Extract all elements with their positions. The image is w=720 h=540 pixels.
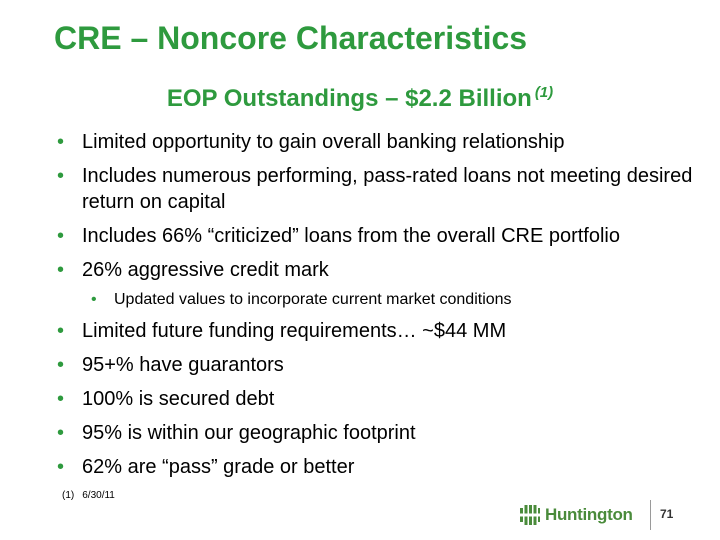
bullet-dot-icon: • <box>91 291 97 308</box>
bullet-text: 62% are “pass” grade or better <box>82 456 355 478</box>
huntington-logo <box>520 503 633 527</box>
bullet-text: Includes 66% “criticized” loans from the overall CRE portfolio <box>82 225 620 247</box>
bullet-item <box>56 129 696 155</box>
bullet-item <box>56 257 696 283</box>
bullet-item <box>56 163 696 215</box>
subtitle-footnote-marker: (1) <box>534 84 554 101</box>
huntington-logo-icon <box>520 505 540 525</box>
bullet-dot-icon: • <box>57 354 65 376</box>
bullet-item <box>56 318 696 344</box>
bullet-text: Limited future funding requirements… ~$44 MM <box>82 320 507 342</box>
bullet-dot-icon: • <box>57 320 65 342</box>
slide-subtitle <box>0 84 720 113</box>
bullet-text: Includes numerous performing, pass-rated loans not meeting desired return on capital <box>82 165 693 213</box>
bullet-dot-icon: • <box>57 259 65 281</box>
bullet-text: Limited opportunity to gain overall banking relationship <box>82 131 565 153</box>
footer-divider <box>650 500 651 530</box>
bullet-text: 95% is within our geographic footprint <box>82 422 416 444</box>
bullet-dot-icon: • <box>57 456 65 478</box>
bullet-list <box>56 129 696 488</box>
sub-bullet-item <box>56 289 696 311</box>
bullet-text: 100% is secured debt <box>82 388 275 410</box>
page-number: 71 <box>660 507 674 521</box>
bullet-dot-icon: • <box>57 225 65 247</box>
bullet-item <box>56 352 696 378</box>
bullet-item <box>56 454 696 480</box>
footnote <box>62 490 115 501</box>
bullet-item <box>56 223 696 249</box>
bullet-text: 95+% have guarantors <box>82 354 284 376</box>
footnote-marker: (1) <box>62 490 75 501</box>
bullet-dot-icon: • <box>57 131 65 153</box>
bullet-dot-icon: • <box>57 165 65 187</box>
bullet-dot-icon: • <box>57 422 65 444</box>
bullet-item <box>56 420 696 446</box>
bullet-item <box>56 386 696 412</box>
bullet-dot-icon: • <box>57 388 65 410</box>
bullet-text: Updated values to incorporate current market conditions <box>114 291 512 308</box>
footnote-text: 6/30/11 <box>82 490 115 501</box>
bullet-text: 26% aggressive credit mark <box>82 259 329 281</box>
logo-text: Huntington <box>545 505 633 524</box>
subtitle-text: EOP Outstandings – $2.2 Billion <box>166 85 532 112</box>
slide-title: CRE – Noncore Characteristics <box>54 20 528 56</box>
